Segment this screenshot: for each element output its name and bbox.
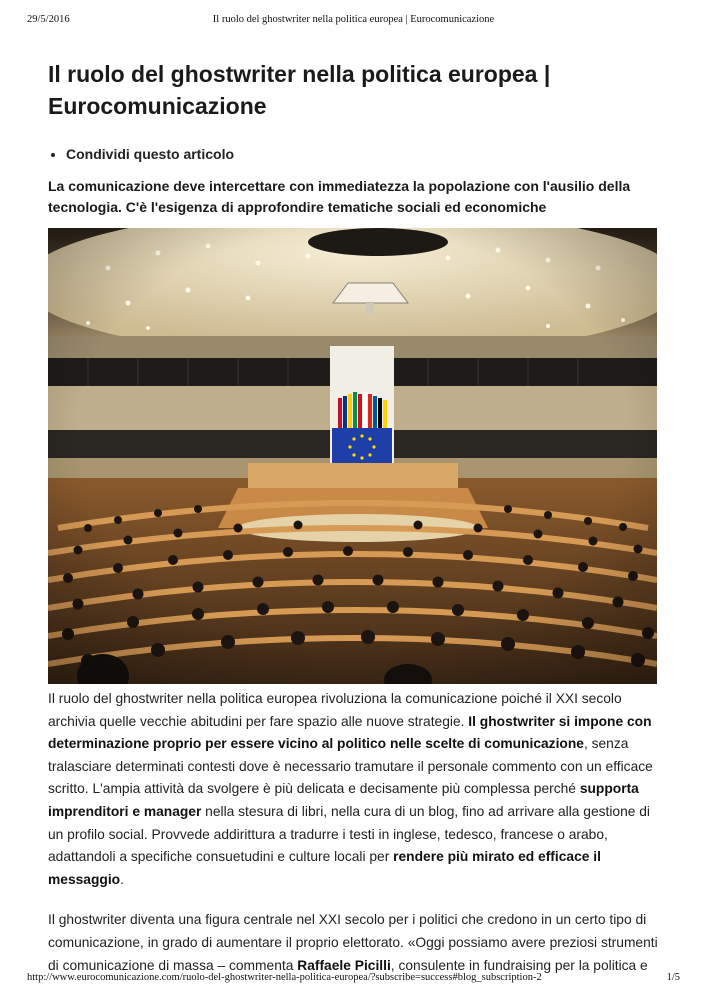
p1-text-4: . [120, 871, 124, 887]
article [48, 58, 660, 977]
p1-bold-1: Il ghostwriter si impone con determinazione proprio per essere vicino al politico nelle scelte di comunicazione [48, 713, 652, 752]
p2-text-2: , consulente in fundraising per la politica e [390, 957, 648, 973]
paragraph-1 [48, 688, 660, 891]
p1-bold-2: supporta imprenditori e manager [48, 781, 639, 819]
p1-bold-3: rendere più mirato ed efficace il messaggio [48, 849, 601, 887]
p2-text-1: Il ghostwriter diventa una figura centrale nel XXI secolo per i politici che credono in un certo tipo di comunicazione, in grado di aumentare il proprio elettorato. «Oggi possiamo avere preziosi strumenti di comunicazione di massa – commenta [48, 912, 658, 973]
share-label: Condividi questo articolo [66, 146, 235, 162]
p1-text-2: , senza tralasciare determinati contesti dove è necessario tramutare il personale commento con un efficace scritto. L'ampia attività da svolgere è più delicata e decisamente più complessa perché [48, 736, 653, 797]
parliament-hemicycle-image [48, 228, 657, 684]
p2-bold-1: Raffaele Picilli [297, 957, 391, 973]
paragraph-2 [48, 909, 660, 977]
print-url: http://www.eurocomunicazione.com/ruolo-del-ghostwriter-nella-politica-europea/?subscribe=success#blog_subscription-2 [27, 972, 542, 983]
print-header [27, 14, 680, 28]
p1-text-1: Il ruolo del ghostwriter nella politica europea rivoluziona la comunicazione poiché il XXI secolo archivia quelle vecchie abitudini per fare spazio alle nuove strategie. [48, 691, 622, 729]
article-title: Il ruolo del ghostwriter nella politica europea | Eurocomunicazione [48, 61, 551, 119]
article-lead: La comunicazione deve intercettare con immediatezza la popolazione con l'ausilio della tecnologia. C'è l'esigenza di approfondire tematiche sociali ed economiche [48, 178, 631, 215]
share-link[interactable] [66, 144, 660, 164]
print-footer [27, 972, 680, 986]
page-number: 1/5 [666, 972, 680, 983]
print-date: 29/5/2016 [27, 14, 70, 25]
p1-text-3: nella stesura di libri, nella cura di un blog, fino ad arrivare alla gestione di un profilo social. Provvede addirittura a tradurre i testi in inglese, tedesco, francese o arabo, adattandoli a specifiche consuetudini e culture locali per [48, 803, 650, 865]
print-title: Il ruolo del ghostwriter nella politica europea | Eurocomunicazione [212, 14, 495, 25]
share-list [48, 144, 660, 164]
